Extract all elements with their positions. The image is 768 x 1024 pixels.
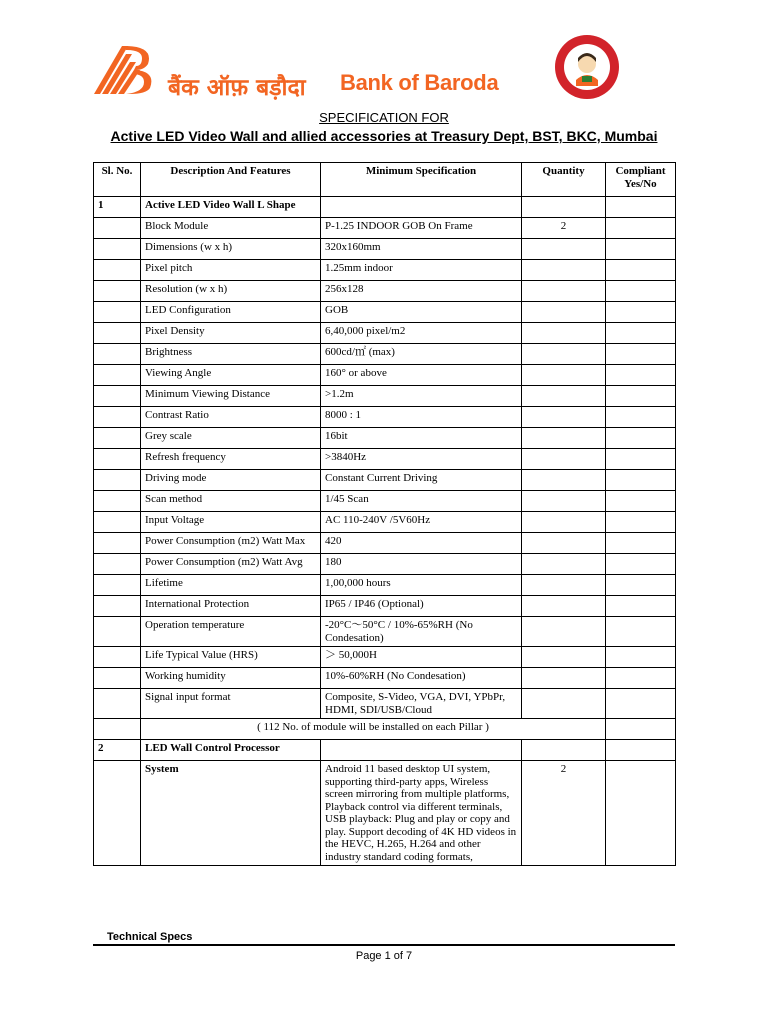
- header-compliant: Compliant Yes/No: [606, 163, 676, 197]
- header-sl: Sl. No.: [94, 163, 141, 197]
- specification-cell: -20°C～50°C / 10%-65%RH (No Condesation): [321, 617, 522, 647]
- compliant-cell: [606, 575, 676, 596]
- description-cell: Life Typical Value (HRS): [141, 647, 321, 668]
- section-row: [94, 740, 676, 761]
- specification-cell: GOB: [321, 302, 522, 323]
- specification-cell: 1.25mm indoor: [321, 260, 522, 281]
- table-row: [94, 617, 676, 647]
- sl-cell: [94, 239, 141, 260]
- compliant-cell: [606, 386, 676, 407]
- specification-cell: >3840Hz: [321, 449, 522, 470]
- specification-cell: ＞ 50,000H: [321, 647, 522, 668]
- description-cell: Grey scale: [141, 428, 321, 449]
- header-quantity: Quantity: [522, 163, 606, 197]
- table-row: [94, 365, 676, 386]
- compliant-cell: [606, 407, 676, 428]
- table-row: [94, 491, 676, 512]
- section-row: [94, 197, 676, 218]
- table-row: [94, 512, 676, 533]
- specification-cell: Constant Current Driving: [321, 470, 522, 491]
- quantity-cell: [522, 647, 606, 668]
- sl-cell: [94, 302, 141, 323]
- table-row: [94, 668, 676, 689]
- sl-cell: [94, 554, 141, 575]
- description-cell: Scan method: [141, 491, 321, 512]
- description-cell: Dimensions (w x h): [141, 239, 321, 260]
- description-cell: Operation temperature: [141, 617, 321, 647]
- table-row: [94, 470, 676, 491]
- table-row: [94, 575, 676, 596]
- quantity-cell: [522, 533, 606, 554]
- compliant-cell: [606, 449, 676, 470]
- quantity-cell: [522, 617, 606, 647]
- specification-cell: >1.2m: [321, 386, 522, 407]
- quantity-cell: [522, 554, 606, 575]
- footer-label: Technical Specs: [107, 931, 193, 943]
- description-cell: Refresh frequency: [141, 449, 321, 470]
- logo-english-text: Bank of Baroda: [340, 70, 499, 95]
- sl-cell: [94, 761, 141, 866]
- spec-subheading: Active LED Video Wall and allied accessories at Treasury Dept, BST, BKC, Mumbai: [110, 128, 658, 144]
- compliant-cell: [606, 740, 676, 761]
- sl-cell: [94, 575, 141, 596]
- specification-cell: 1/45 Scan: [321, 491, 522, 512]
- sl-cell: [94, 491, 141, 512]
- quantity-cell: [522, 689, 606, 719]
- quantity-cell: [522, 740, 606, 761]
- description-cell: LED Configuration: [141, 302, 321, 323]
- quantity-cell: 2: [522, 761, 606, 866]
- compliant-cell: [606, 239, 676, 260]
- specification-cell: 600cd/㎡ (max): [321, 344, 522, 365]
- specification-cell: IP65 / IP46 (Optional): [321, 596, 522, 617]
- quantity-cell: [522, 365, 606, 386]
- specification-table: [93, 162, 676, 866]
- table-row: [94, 281, 676, 302]
- specification-cell: 180: [321, 554, 522, 575]
- section-number: 2: [94, 740, 141, 761]
- compliant-cell: [606, 689, 676, 719]
- section-title: Active LED Video Wall L Shape: [141, 197, 321, 218]
- description-cell: Resolution (w x h): [141, 281, 321, 302]
- sl-cell: [94, 647, 141, 668]
- sl-cell: [94, 281, 141, 302]
- compliant-cell: [606, 554, 676, 575]
- quantity-cell: [522, 470, 606, 491]
- sl-cell: [94, 428, 141, 449]
- section-title: LED Wall Control Processor: [141, 740, 321, 761]
- compliant-cell: [606, 302, 676, 323]
- table-row: [94, 260, 676, 281]
- compliant-cell: [606, 512, 676, 533]
- footer-divider: [93, 944, 675, 946]
- specification-cell: 320x160mm: [321, 239, 522, 260]
- bank-of-baroda-logo-icon: [92, 42, 156, 96]
- specification-cell: [321, 740, 522, 761]
- description-cell: Working humidity: [141, 668, 321, 689]
- quantity-cell: [522, 302, 606, 323]
- description-cell: Contrast Ratio: [141, 407, 321, 428]
- header-specification: Minimum Specification: [321, 163, 522, 197]
- compliant-cell: [606, 323, 676, 344]
- sl-cell: [94, 449, 141, 470]
- compliant-cell: [606, 218, 676, 239]
- specification-cell: Composite, S-Video, VGA, DVI, YPbPr, HDMI, SDI/USB/Cloud: [321, 689, 522, 719]
- quantity-cell: [522, 344, 606, 365]
- specification-cell: 420: [321, 533, 522, 554]
- description-cell: Driving mode: [141, 470, 321, 491]
- sl-cell: [94, 596, 141, 617]
- sl-cell: [94, 344, 141, 365]
- table-row: [94, 761, 676, 866]
- description-cell: System: [141, 761, 321, 866]
- table-row: [94, 302, 676, 323]
- quantity-cell: 2: [522, 218, 606, 239]
- table-row: [94, 449, 676, 470]
- sl-cell: [94, 617, 141, 647]
- specification-cell: 16bit: [321, 428, 522, 449]
- section-number: 1: [94, 197, 141, 218]
- compliant-cell: [606, 668, 676, 689]
- description-cell: Power Consumption (m2) Watt Max: [141, 533, 321, 554]
- compliant-cell: [606, 533, 676, 554]
- compliant-cell: [606, 719, 676, 740]
- sl-cell: [94, 218, 141, 239]
- table-row: [94, 218, 676, 239]
- description-cell: Power Consumption (m2) Watt Avg: [141, 554, 321, 575]
- sl-cell: [94, 668, 141, 689]
- compliant-cell: [606, 647, 676, 668]
- quantity-cell: [522, 428, 606, 449]
- compliant-cell: [606, 428, 676, 449]
- sl-cell: [94, 689, 141, 719]
- bank-logo: [92, 42, 499, 101]
- table-row: [94, 533, 676, 554]
- compliant-cell: [606, 344, 676, 365]
- description-cell: Brightness: [141, 344, 321, 365]
- compliant-cell: [606, 470, 676, 491]
- quantity-cell: [522, 239, 606, 260]
- sl-cell: [94, 407, 141, 428]
- sl-cell: [94, 365, 141, 386]
- quantity-cell: [522, 323, 606, 344]
- quantity-cell: [522, 449, 606, 470]
- quantity-cell: [522, 596, 606, 617]
- compliant-cell: [606, 596, 676, 617]
- logo-hindi-text: बैंक ऑफ़ बड़ौदा: [168, 75, 306, 101]
- description-cell: International Protection: [141, 596, 321, 617]
- compliant-cell: [606, 281, 676, 302]
- specification-cell: Android 11 based desktop UI system, supporting third-party apps, Wireless screen mirroring from multiple platforms, Playback control via different terminals, USB playback: Plug and play or copy and play. Support decoding of 4K HD videos in the HEVC, H.265, H.264 and other industry standard coding formats,: [321, 761, 522, 866]
- compliant-cell: [606, 617, 676, 647]
- note-row: [94, 719, 676, 740]
- table-row: [94, 689, 676, 719]
- description-cell: Signal input format: [141, 689, 321, 719]
- description-cell: Viewing Angle: [141, 365, 321, 386]
- quantity-cell: [522, 386, 606, 407]
- description-cell: Input Voltage: [141, 512, 321, 533]
- table-row: [94, 554, 676, 575]
- module-note: ( 112 No. of module will be installed on each Pillar ): [141, 719, 606, 740]
- specification-cell: 160° or above: [321, 365, 522, 386]
- sl-cell: [94, 260, 141, 281]
- header-description: Description And Features: [141, 163, 321, 197]
- table-row: [94, 596, 676, 617]
- table-header-row: [94, 163, 676, 197]
- description-cell: Pixel pitch: [141, 260, 321, 281]
- sl-cell: [94, 386, 141, 407]
- compliant-cell: [606, 260, 676, 281]
- page-number: Page 1 of 7: [355, 950, 413, 962]
- quantity-cell: [522, 668, 606, 689]
- beti-bachao-emblem-icon: [554, 34, 620, 100]
- description-cell: Pixel Density: [141, 323, 321, 344]
- compliant-cell: [606, 491, 676, 512]
- table-row: [94, 407, 676, 428]
- quantity-cell: [522, 575, 606, 596]
- table-row: [94, 428, 676, 449]
- spec-heading: SPECIFICATION FOR: [319, 110, 449, 125]
- specification-cell: 6,40,000 pixel/m2: [321, 323, 522, 344]
- table-row: [94, 647, 676, 668]
- specification-cell: 256x128: [321, 281, 522, 302]
- sl-cell: [94, 719, 141, 740]
- specification-cell: 1,00,000 hours: [321, 575, 522, 596]
- quantity-cell: [522, 260, 606, 281]
- specification-cell: 8000 : 1: [321, 407, 522, 428]
- sl-cell: [94, 533, 141, 554]
- specification-cell: AC 110-240V /5V60Hz: [321, 512, 522, 533]
- quantity-cell: [522, 281, 606, 302]
- table-row: [94, 344, 676, 365]
- specification-cell: 10%-60%RH (No Condesation): [321, 668, 522, 689]
- sl-cell: [94, 470, 141, 491]
- sl-cell: [94, 512, 141, 533]
- table-row: [94, 386, 676, 407]
- description-cell: Minimum Viewing Distance: [141, 386, 321, 407]
- table-row: [94, 323, 676, 344]
- quantity-cell: [522, 491, 606, 512]
- description-cell: Block Module: [141, 218, 321, 239]
- sl-cell: [94, 323, 141, 344]
- table-row: [94, 239, 676, 260]
- description-cell: Lifetime: [141, 575, 321, 596]
- compliant-cell: [606, 365, 676, 386]
- quantity-cell: [522, 407, 606, 428]
- compliant-cell: [606, 761, 676, 866]
- quantity-cell: [522, 512, 606, 533]
- specification-cell: P-1.25 INDOOR GOB On Frame: [321, 218, 522, 239]
